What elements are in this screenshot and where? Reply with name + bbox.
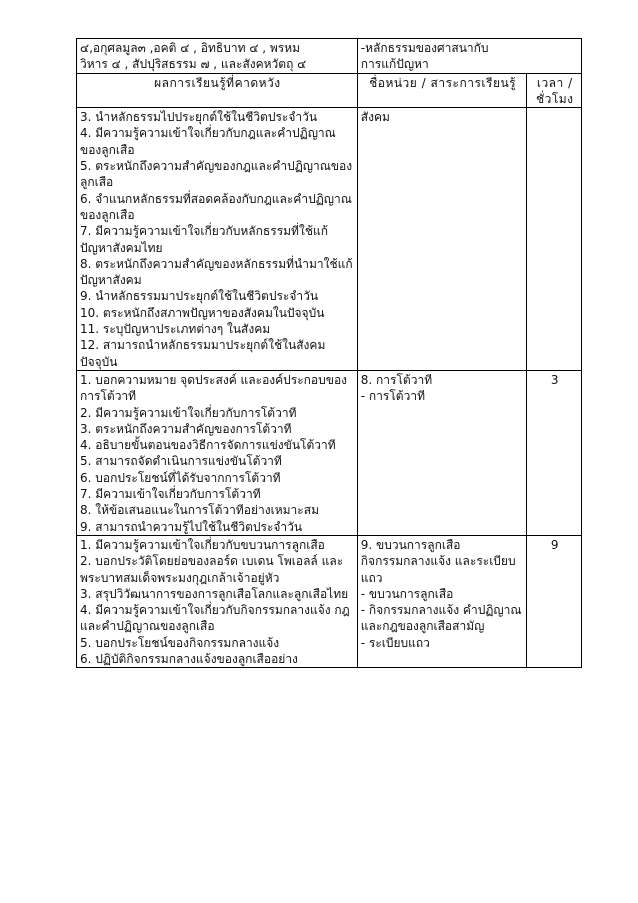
outcome-item: 4. อธิบายขั้นตอนของวิธีการจัดการแข่งขันโต้วาที	[80, 438, 336, 453]
outcomes-cell	[77, 535, 358, 667]
outcome-item: 3. สรุปวิวัฒนาการของการลูกเสือโลกและลูกเสือไทย	[80, 586, 349, 601]
time-cell: 3	[527, 370, 582, 535]
outcome-item: 8. ตระหนักถึงความสำคัญของหลักธรรมที่นำมาใช้แก้ปัญหาสังคม	[80, 256, 353, 288]
text-line: วิหาร ๔ , สัปปุริสธรรม ๗ , และสังคหวัตถุ ๔	[80, 57, 307, 72]
outcome-item: 5. สามารถจัดดำเนินการแข่งขันโต้วาที	[80, 454, 282, 469]
unit-line: กิจกรรมกลางแจ้ง และระเบียบแถว	[360, 554, 516, 585]
outcomes-cell	[77, 108, 358, 371]
outcomes-cell	[77, 370, 358, 535]
outcome-item: 8. ให้ข้อเสนอแนะในการโต้วาทีอย่างเหมาะสม	[80, 503, 319, 518]
outcome-item: 9. นำหลักธรรมมาประยุกต์ใช้ในชีวิตประจำวัน	[80, 289, 319, 304]
outcome-item: 1. บอกความหมาย จุดประสงค์ และองค์ประกอบของการโต้วาที	[80, 372, 348, 404]
document-page	[76, 38, 582, 668]
outcome-item: 4. มีความรู้ความเข้าใจเกี่ยวกับกิจกรรมกลางแจ้ง กฎ และคำปฏิญาณของลูกเสือ	[80, 603, 350, 634]
unit-line: - ขบวนการลูกเสือ	[360, 586, 454, 601]
outcome-item: 1. มีความรู้ความเข้าใจเกี่ยวกับขบวนการลูกเสือ	[80, 537, 325, 552]
outcome-item: 6. ปฏิบัติกิจกรรมกลางแจ้งของลูกเสืออย่าง	[80, 651, 298, 666]
outcome-item: 10. ตระหนักถึงสภาพปัญหาของสังคมในปัจจุบัน	[80, 305, 325, 320]
text-line: -หลักธรรมของศาสนากับ	[360, 41, 489, 55]
table-row	[77, 108, 582, 371]
unit-line: - การโต้วาที	[360, 389, 425, 404]
header-unit: ชื่อหน่วย / สาระการเรียนรู้	[357, 73, 527, 108]
outcome-item: 4. มีความรู้ความเข้าใจเกี่ยวกับกฎและคำปฏิญาณของลูกเสือ	[80, 126, 336, 157]
header-time: เวลา / ชั่วโมง	[527, 73, 582, 108]
unit-line: สังคม	[360, 110, 390, 125]
outcome-item: 11. ระบุปัญหาประเภทต่างๆ ในสังคม	[80, 322, 271, 337]
time-cell: 9	[527, 535, 582, 667]
continued-left-cell	[77, 39, 358, 74]
outcome-item: 2. มีความรู้ความเข้าใจเกี่ยวกับการโต้วาที	[80, 405, 297, 420]
unit-cell	[357, 370, 527, 535]
time-cell	[527, 108, 582, 371]
outcome-item: 6. บอกประโยชน์ที่ได้รับจากการโต้วาที	[80, 470, 281, 485]
outcome-item: 5. บอกประโยชน์ของกิจกรรมกลางแจ้ง	[80, 635, 280, 650]
curriculum-table	[76, 38, 582, 668]
unit-cell	[357, 108, 527, 371]
outcome-item: 3. นำหลักธรรมไปประยุกต์ใช้ในชีวิตประจำวัน	[80, 110, 318, 125]
table-row	[77, 370, 582, 535]
outcome-item: 3. ตระหนักถึงความสำคัญของการโต้วาที	[80, 421, 292, 436]
text-line: การแก้ปัญหา	[360, 57, 429, 72]
text-line: ๔,อกุศลมูล๓ ,อคติ ๔ , อิทธิบาท ๔ , พรหม	[80, 41, 301, 55]
continued-right-cell	[357, 39, 581, 74]
unit-line: - ระเบียบแถว	[360, 635, 430, 650]
outcome-item: 12. สามารถนำหลักธรรมมาประยุกต์ใช้ในสังคมปัจจุบัน	[80, 338, 326, 369]
outcome-item: 7. มีความรู้ความเข้าใจเกี่ยวกับหลักธรรมที่ใช้แก้ปัญหาสังคมไทย	[80, 224, 328, 255]
table-row	[77, 535, 582, 667]
outcome-item: 6. จำแนกหลักธรรมที่สอดคล้องกับกฎและคำปฏิญาณของลูกเสือ	[80, 191, 352, 222]
unit-line: - กิจกรรมกลางแจ้ง คำปฏิญาณและกฎของลูกเสือสามัญ	[360, 603, 522, 634]
header-outcomes: ผลการเรียนรู้ที่คาดหวัง	[77, 73, 358, 108]
outcome-item: 2. บอกประวัติโดยย่อของลอร์ด เบเดน โพเอลล์ และพระบาทสมเด็จพระมงกุฎเกล้าเจ้าอยู่หัว	[80, 554, 344, 585]
unit-line: 8. การโต้วาที	[360, 372, 433, 387]
header-row	[77, 73, 582, 108]
unit-cell	[357, 535, 527, 667]
outcome-item: 9. สามารถนำความรู้ไปใช้ในชีวิตประจำวัน	[80, 519, 303, 534]
continued-row	[77, 39, 582, 74]
unit-line: 9. ขบวนการลูกเสือ	[360, 537, 461, 552]
outcome-item: 7. มีความเข้าใจเกี่ยวกับการโต้วาที	[80, 487, 261, 502]
outcome-item: 5. ตระหนักถึงความสำคัญของกฎและคำปฏิญาณของลูกเสือ	[80, 159, 353, 190]
